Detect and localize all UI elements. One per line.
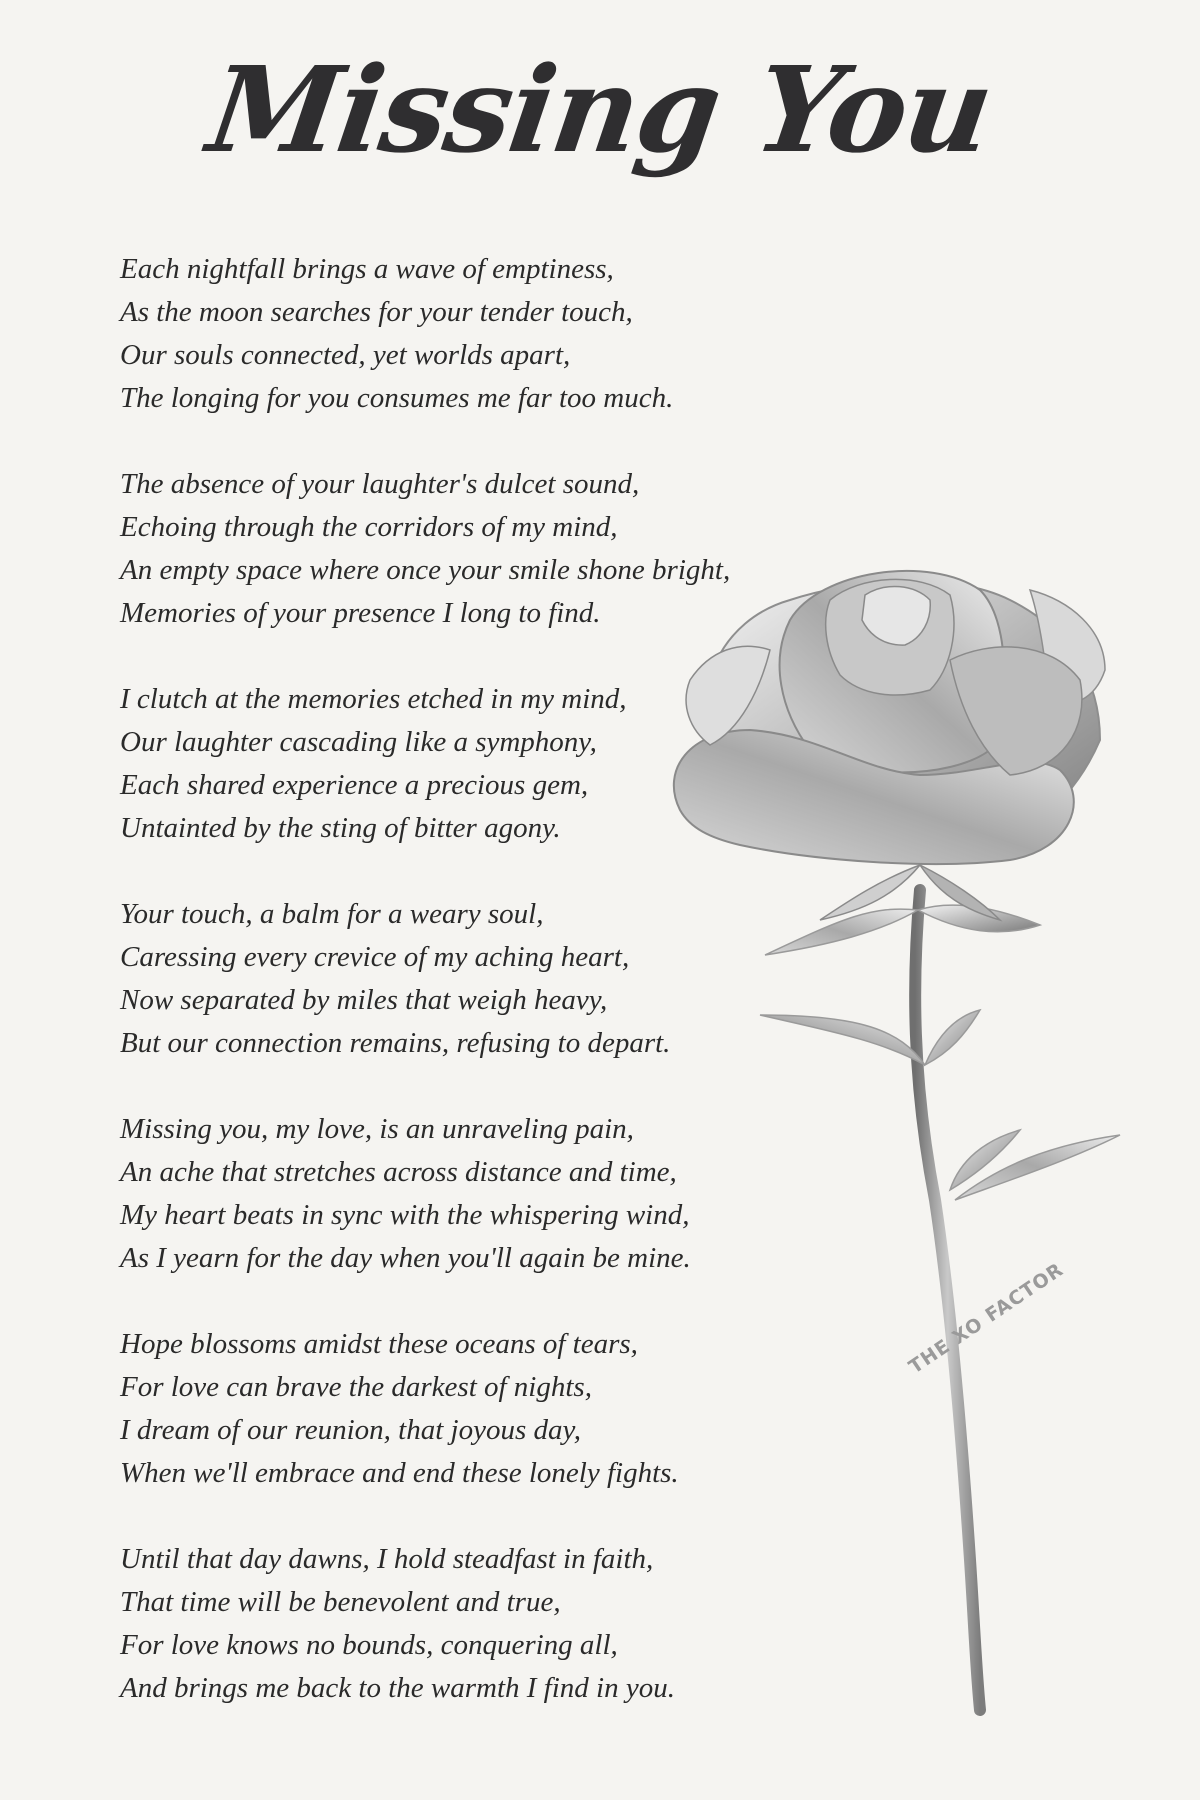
silver-rose-icon	[650, 560, 1130, 1720]
poem-line: Each shared experience a precious gem,	[120, 769, 589, 801]
poem-line: Each nightfall brings a wave of emptiness,	[120, 253, 614, 285]
poem-line: Our laughter cascading like a symphony,	[120, 726, 597, 758]
poem-line: For love can brave the darkest of nights,	[120, 1371, 592, 1403]
poem-line: The absence of your laughter's dulcet sound,	[120, 468, 640, 500]
poem-line: Now separated by miles that weigh heavy,	[120, 984, 608, 1016]
stanza	[120, 248, 800, 420]
poem-line: Our souls connected, yet worlds apart,	[120, 339, 571, 371]
poem-line: That time will be benevolent and true,	[120, 1586, 561, 1618]
poem-line: And brings me back to the warmth I find in you.	[120, 1672, 675, 1704]
poem-line: Missing you, my love, is an unraveling pain,	[120, 1113, 634, 1145]
poem-line: Untainted by the sting of bitter agony.	[120, 812, 561, 844]
poem-line: Caressing every crevice of my aching heart,	[120, 941, 630, 973]
poem-line: Echoing through the corridors of my mind,	[120, 511, 618, 543]
poem-line: Hope blossoms amidst these oceans of tears,	[120, 1328, 638, 1360]
poem-line: An empty space where once your smile shone bright,	[120, 554, 731, 586]
poem-line: The longing for you consumes me far too much.	[120, 382, 674, 414]
poem-line: For love knows no bounds, conquering all,	[120, 1629, 618, 1661]
poem-line: My heart beats in sync with the whispering wind,	[120, 1199, 690, 1231]
poem-line: An ache that stretches across distance and time,	[120, 1156, 677, 1188]
poem-line: But our connection remains, refusing to depart.	[120, 1027, 671, 1059]
poem-line: When we'll embrace and end these lonely fights.	[120, 1457, 679, 1489]
poem-line: I dream of our reunion, that joyous day,	[120, 1414, 582, 1446]
poem-line: As I yearn for the day when you'll again be mine.	[120, 1242, 691, 1274]
poem-line: Your touch, a balm for a weary soul,	[120, 898, 544, 930]
poem-line: Until that day dawns, I hold steadfast in faith,	[120, 1543, 654, 1575]
poem-title: Missing You	[200, 40, 1000, 179]
watermark-text: THE XO FACTOR	[905, 1258, 1068, 1379]
poem-line: As the moon searches for your tender touch,	[120, 296, 633, 328]
poem-line: I clutch at the memories etched in my mind,	[120, 683, 627, 715]
poem-line: Memories of your presence I long to find.	[120, 597, 601, 629]
